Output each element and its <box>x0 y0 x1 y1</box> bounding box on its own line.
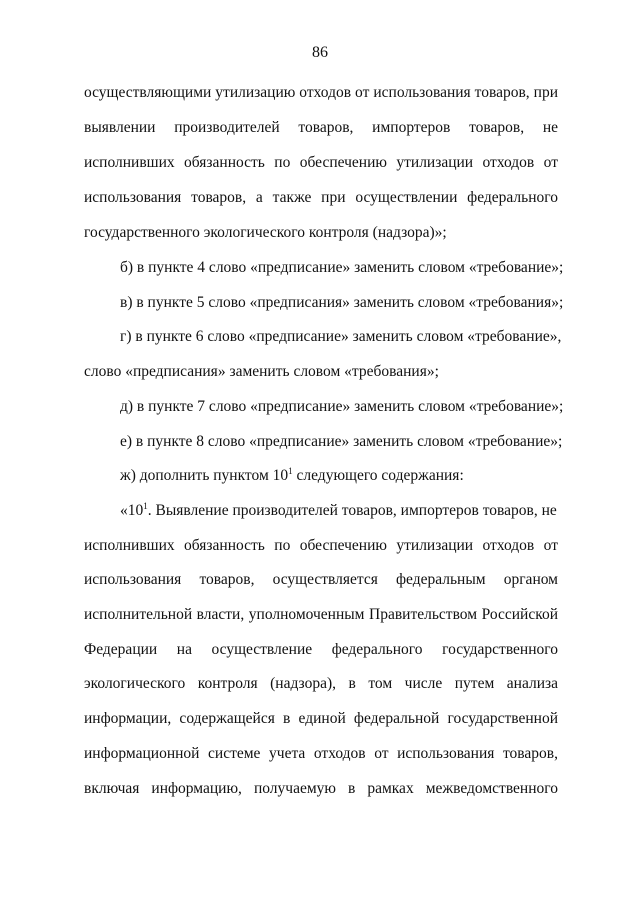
text-line: Федерации на осуществление федерального государственного <box>84 641 558 658</box>
text-line: в) в пункте 5 слово «предписания» заменить словом «требования»; <box>120 294 564 311</box>
text-line: использования товаров, осуществляется федеральным органом <box>84 571 558 588</box>
page-number: 86 <box>312 44 328 61</box>
text-line: д) в пункте 7 слово «предписание» заменить словом «требование»; <box>120 398 564 415</box>
text-fragment: «10 <box>120 502 144 519</box>
text-fragment: следующего содержания: <box>296 467 464 484</box>
text-line: использования товаров, а также при осуществлении федерального <box>84 189 558 206</box>
text-line: экологического контроля (надзора), в том числе путем анализа <box>84 675 558 692</box>
text-line: е) в пункте 8 слово «предписание» заменить словом «требование»; <box>120 433 563 450</box>
text-line: г) в пункте 6 слово «предписание» заменить словом «требование», <box>120 328 562 345</box>
text-line: информационной системе учета отходов от использования товаров, <box>84 745 558 762</box>
text-line: государственного экологического контроля (надзора)»; <box>84 224 447 241</box>
text-line <box>120 501 558 521</box>
text-line: исполнивших обязанность по обеспечению утилизации отходов от <box>84 154 558 171</box>
text-fragment: . Выявление производителей товаров, импортеров товаров, не <box>147 502 557 519</box>
text-line: включая информацию, получаемую в рамках межведомственного <box>84 780 558 797</box>
text-line: исполнительной власти, уполномоченным Правительством Российской <box>84 606 558 623</box>
text-line: исполнивших обязанность по обеспечению утилизации отходов от <box>84 537 558 554</box>
text-line: выявлении производителей товаров, импортеров товаров, не <box>84 119 558 136</box>
superscript: 1 <box>143 501 148 511</box>
text-fragment: ж) дополнить пунктом 10 <box>120 467 289 484</box>
text-line: осуществляющими утилизацию отходов от использования товаров, при <box>84 84 558 101</box>
text-line <box>120 466 558 486</box>
text-line: б) в пункте 4 слово «предписание» заменить словом «требование»; <box>120 259 564 276</box>
text-line: информации, содержащейся в единой федеральной государственной <box>84 710 558 727</box>
text-line: слово «предписания» заменить словом «требования»; <box>84 363 439 380</box>
superscript: 1 <box>288 466 293 476</box>
